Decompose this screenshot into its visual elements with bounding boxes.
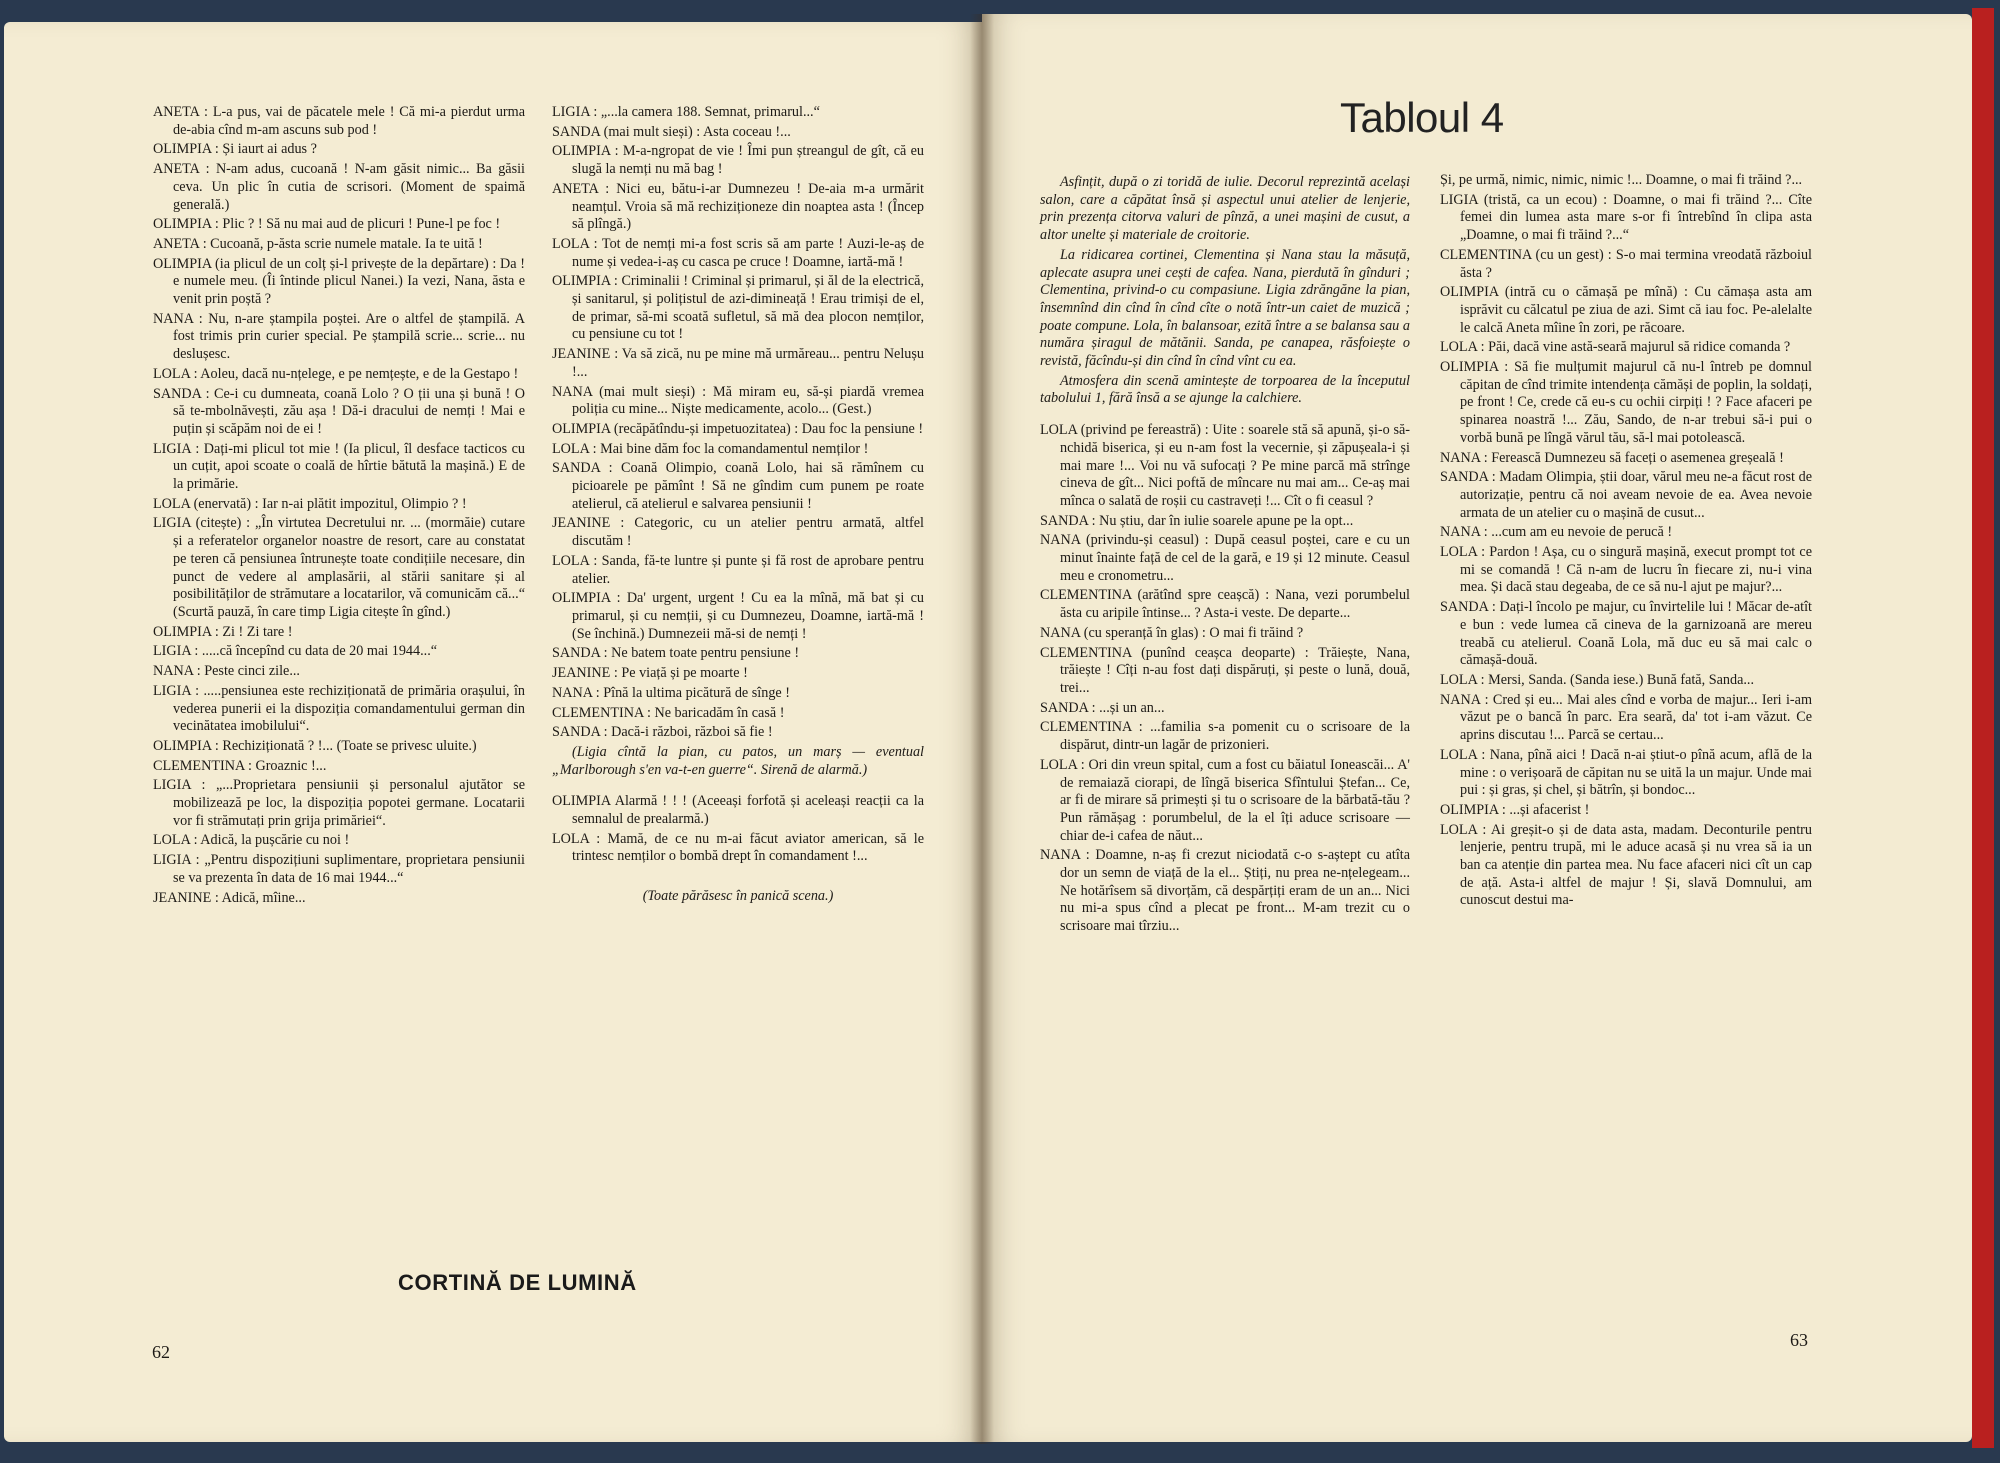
dialogue-line: NANA : Nu, n-are ștampila poștei. Are o altfel de ștampilă. A fost trimis prin curier special. Pe ștampilă scrie... scrie... nu deslușesc. xyxy=(153,310,525,363)
dialogue-line: ANETA : Nici eu, bătu-i-ar Dumnezeu ! De-aia m-a urmărit neamțul. Vroia să mă rechiziționeze din noaptea asta ! (Încep să plîngă.) xyxy=(552,180,924,233)
dialogue-line: LIGIA (citește) : „În virtutea Decretului nr. ... (mormăie) cutare și a referatelor organelor noastre de resort, care au constatat pe teren că pensiunea întrunește toate condițiile necesare, din punct de vedere al amplasării, al stării sanitare și al posibilităților de strămutare a locatarilor, vă comunicăm că...“ (Scurtă pauză, în care timp Ligia citește în gînd.) xyxy=(153,515,525,620)
dialogue-line: Și, pe urmă, nimic, nimic, nimic !... Doamne, o mai fi trăind ?... xyxy=(1440,172,1803,188)
dialogue-line: OLIMPIA (intră cu o cămașă pe mînă) : Cu cămașa asta am isprăvit cu călcatul pe ziua de azi. Simt că iau foc. Pe-alelalte le calcă Aneta mîine în zori, pe răcoare. xyxy=(1440,284,1812,336)
curtain-heading: CORTINĂ DE LUMINĂ xyxy=(398,1270,637,1295)
dialogue-line: NANA (mai mult sieși) : Mă miram eu, să-și piardă vremea poliția cu mine... Niște medicamente, acolo... (Gest.) xyxy=(552,383,924,418)
page-number-left: 62 xyxy=(152,1342,170,1362)
dialogue-line: OLIMPIA : Să fie mulțumit majurul că nu-l întreb pe domnul căpitan de cînd trimite intendența cămăși de poplin, la soldați, pe front ! Ce, crede că eu-s cu ochii cirpiți ! ? Face afaceri pe spinarea noastră !... Zău, Sando, de n-ar trebui să-i pui o vorbă bună pe lîngă vărul tău, să-l mai potolească. xyxy=(1440,359,1812,446)
dialogue-line: CLEMENTINA (punînd ceașca deoparte) : Trăiește, Nana, trăiește ! Cîți n-au fost dați dispăruți, și peste o lună, două, trei... xyxy=(1040,644,1410,696)
dialogue-line: LIGIA : Dați-mi plicul tot mie ! (Ia plicul, îl desface tacticos cu un cuțit, apoi scoate o coală de hîrtie bătută la mașină.) E de la primărie. xyxy=(153,440,525,493)
dialogue-line: CLEMENTINA (cu un gest) : S-o mai termina vreodată războiul ăsta ? xyxy=(1440,246,1812,281)
right-page-column-2 xyxy=(1440,172,1812,912)
dialogue-line: ANETA : L-a pus, vai de păcatele mele ! Că mi-a pierdut urma de-abia cînd m-am ascuns sub pod ! xyxy=(153,104,525,138)
dialogue-line: OLIMPIA : Plic ? ! Să nu mai aud de plicuri ! Pune-l pe foc ! xyxy=(153,216,501,233)
dialogue-line: LOLA (enervată) : Iar n-ai plătit impozitul, Olimpio ? ! xyxy=(153,495,467,512)
dialogue-line: SANDA : Nu știu, dar în iulie soarele apune pe la opt... xyxy=(1040,512,1354,529)
dialogue-line: LOLA : Tot de nemți mi-a fost scris să am parte ! Auzi-le-aș de nume și vedea-i-aș cu casca pe cruce ! Doamne, iartă-mă ! xyxy=(552,235,924,270)
dialogue-line: NANA : Cred și eu... Mai ales cînd e vorba de majur... Ieri i-am văzut pe o bancă în parc. Era seară, da' tot i-am văzut. Ce aprins discutau !... Parcă se certau... xyxy=(1440,691,1812,744)
dialogue-line: CLEMENTINA : Ne baricadăm în casă ! xyxy=(552,704,785,721)
dialogue-line: NANA (privindu-și ceasul) : După ceasul poștei, care e cu un minut înainte față de cel de la gară, e 19 și 12 minute. Ceasul meu e cronometru... xyxy=(1040,532,1410,584)
dialogue-line: NANA (cu speranță în glas) : O mai fi trăind ? xyxy=(1040,624,1304,641)
dialogue-line: JEANINE : Categoric, cu un atelier pentru armată, altfel discutăm ! xyxy=(552,515,924,550)
dialogue-line: LOLA : Păi, dacă vine astă-seară majurul să ridice comanda ? xyxy=(1440,339,1791,356)
dialogue-line: LOLA : Sanda, fă-te luntre și punte și fă rost de aprobare pentru atelier. xyxy=(552,552,924,587)
dialogue-line: LOLA : Mersi, Sanda. (Sanda iese.) Bună fată, Sanda... xyxy=(1440,671,1755,688)
dialogue-line: LOLA : Pardon ! Așa, cu o singură mașină, execut prompt tot ce mi se comandă ! Că n-am de lucru în fiecare zi, nu-i vina mea. Și dacă stau degeaba, de ce să nu-l ajut pe majur?... xyxy=(1440,544,1812,596)
dialogue-line: NANA : Doamne, n-aș fi crezut niciodată c-o s-aștept cu atîta dor un semn de viață de la el... Știți, nu prea ne-nțelegeam... Ne hotărîsem să divorțăm, că despărțiți eram de un an... Nici nu mi-a spus cînd a plecat pe front... M-am trezit cu o scrisoare mai tîrziu... xyxy=(1040,847,1410,935)
dialogue-line: LOLA : Ai greșit-o și de data asta, madam. Deconturile pentru lenjerie, pentru trupă, mi le aduce acasă și nu vrea să ia un ban ca atenție din partea mea. Nu face afaceri nici cît un cap de ață. Asta-i altfel de majur ! Și, slavă Domnului, am cunoscut destui ma- xyxy=(1440,821,1812,909)
dialogue-line: LOLA : Ori din vreun spital, cum a fost cu băiatul Ioneascăi... A' de remaiază ciorapi, de lîngă biserica Sfîntului Ștefan... Ce, ar fi de mirare să primești și tu o scrisoare de la bărbată-tău ? Pun rămășag : porumbelul, de la el îți aduce scrisoare — chiar de-i cafea de năut... xyxy=(1040,756,1410,844)
stage-direction: Atmosfera din scenă amintește de torpoarea de la începutul tabolului 1, fără însă a se ajunge la calchiere. xyxy=(1040,372,1410,407)
dialogue-line: OLIMPIA (recăpătîndu-și impetuozitatea) : Dau foc la pensiune ! xyxy=(552,420,924,437)
stage-direction: (Ligia cîntă la pian, cu patos, un marș — eventual „Marlborough s'en va-t-en guerre“. Sirenă de alarmă.) xyxy=(552,743,924,778)
red-cover-edge xyxy=(1972,8,1994,1448)
stage-direction: (Toate părăsesc în panică scena.) xyxy=(642,888,834,905)
dialogue-line: LOLA : Mamă, de ce nu m-ai făcut aviator american, să le trintesc nemților o bombă drept în comandament !... xyxy=(552,830,924,865)
dialogue-line: ANETA : Cucoană, p-ăsta scrie numele matale. Ia te uită ! xyxy=(153,235,483,252)
page-number-right: 63 xyxy=(1790,1330,1808,1350)
dialogue-line: OLIMPIA (ia plicul de un colț și-l privește de la depărtare) : Da ! e numele meu. (Îi întinde plicul Nanei.) Ia vezi, Nana, ăsta e venit prin poștă ? xyxy=(153,255,525,308)
dialogue-line: OLIMPIA : ...și afacerist ! xyxy=(1440,801,1590,818)
dialogue-line: LOLA : Adică, la pușcărie cu noi ! xyxy=(153,832,350,849)
dialogue-line: SANDA : Madam Olimpia, știi doar, vărul meu ne-a făcut rost de autorizație, pentru că noi aveam nevoie de ea. Avea nevoie armata de un atelier cu o mașină de cusut... xyxy=(1440,469,1812,521)
dialogue-line: CLEMENTINA : Groaznic !... xyxy=(153,757,327,774)
right-page-column-1 xyxy=(1040,172,1410,938)
page-title: Tabloul 4 xyxy=(1340,94,1504,141)
dialogue-line: SANDA : Ne batem toate pentru pensiune ! xyxy=(552,645,800,662)
dialogue-line: ANETA : N-am adus, cucoană ! N-am găsit nimic... Ba găsii ceva. Un plic în cutia de scrisori. (Moment de spaimă generală.) xyxy=(153,161,525,213)
dialogue-line: LOLA : Aoleu, dacă nu-nțelege, e pe nemțește, e de la Gestapo ! xyxy=(153,365,519,382)
dialogue-line: CLEMENTINA (arătînd spre ceașcă) : Nana, vezi porumbelul ăsta cu aripile întinse... ? Asta-i veste. De departe... xyxy=(1040,587,1410,622)
dialogue-line: LIGIA : „...la camera 188. Semnat, primarul...“ xyxy=(552,104,820,120)
dialogue-line: OLIMPIA : M-a-ngropat de vie ! Îmi pun ștreangul de gît, că eu slugă la nemți nu mă bag ! xyxy=(552,143,924,178)
dialogue-line: LOLA : Nana, pînă aici ! Dacă n-ai știut-o pînă acum, află de la mine : o verișoară de căpitan nu se uită la un majur. Unde mai pui : și gras, și chel, și bătrîn, și bondoc... xyxy=(1440,746,1812,799)
dialogue-line: LIGIA : „Pentru dispozițiuni suplimentare, proprietara pensiunii se va prezenta în data de 16 mai 1944...“ xyxy=(153,852,525,886)
dialogue-line: SANDA : ...și un an... xyxy=(1040,699,1165,716)
dialogue-line: LOLA (privind pe fereastră) : Uite : soarele stă să apună, și-o să-nchidă biserica, și eu n-am fost la vecernie, și zăpușeala-i și mai mare !... Voi nu vă sufocați ? Pe mine parcă mă strînge cineva de gît... Nici poftă de mîncare nu mai am... Ce-aș mai mînca o salată de roșii cu castraveți !... Cît o fi ceasul ? xyxy=(1040,422,1410,509)
dialogue-line: NANA : Pînă la ultima picătură de sînge ! xyxy=(552,684,790,701)
left-page-column-1 xyxy=(153,104,525,909)
dialogue-line: SANDA : Dacă-i război, război să fie ! xyxy=(552,724,773,741)
dialogue-line: LIGIA : .....că începînd cu data de 20 mai 1944...“ xyxy=(153,643,438,660)
dialogue-line: SANDA : Ce-i cu dumneata, coană Lolo ? O ții una și bună ! O să te-mbolnăvești, zău așa ! Dă-i dracului de nemți ! Mai e puțin și scăpăm noi de ei ! xyxy=(153,385,525,437)
dialogue-line: OLIMPIA : Da' urgent, urgent ! Cu ea la mînă, mă bat și cu primarul, și cu nemții, și cu Dumnezeu, Doamne, iartă-mă ! (Se închină.) Dumnezeii mă-si de nemți ! xyxy=(552,590,924,642)
dialogue-line: CLEMENTINA : ...familia s-a pomenit cu o scrisoare de la dispărut, dintr-un lagăr de prizonieri. xyxy=(1040,719,1410,754)
dialogue-line: LIGIA : „...Proprietara pensiunii și personalul ajutător se mobilizează pe loc, la dispoziția popotei germane. Locatarii vor fi strămutați prin grija primăriei“. xyxy=(153,777,525,829)
dialogue-line: OLIMPIA : Criminalii ! Criminal și primarul, și ăl de la electrică, și sanitarul, și polițistul de azi-dimineață ! Erau trimiși de el, de primar, să-mi scoată sufletul, să mă dea plocon nemților, cu pensiune cu tot ! xyxy=(552,273,924,343)
dialogue-line: NANA : Ferească Dumnezeu să faceți o asemenea greșeală ! xyxy=(1440,449,1784,466)
stage-direction: Asfințit, după o zi toridă de iulie. Decorul reprezintă același salon, care a căpătat însă și aspectul unui atelier de lenjerie, prin prezența citorva valuri de pînză, a unei mașini de cusut, a altor unelte și materiale de croitorie. xyxy=(1040,174,1410,244)
dialogue-line: OLIMPIA : Zi ! Zi tare ! xyxy=(153,623,293,640)
left-page-column-2 xyxy=(552,104,924,908)
dialogue-line: SANDA (mai mult sieși) : Asta coceau !... xyxy=(552,123,791,140)
dialogue-line: OLIMPIA : Rechiziționată ? !... (Toate se privesc uluite.) xyxy=(153,737,477,754)
dialogue-line: LOLA : Mai bine dăm foc la comandamentul nemților ! xyxy=(552,440,869,457)
dialogue-line: NANA : ...cum am eu nevoie de perucă ! xyxy=(1440,524,1673,541)
dialogue-line: OLIMPIA Alarmă ! ! ! (Aceeași forfotă și aceleași reacții ca la semnalul de prealarmă.) xyxy=(552,793,924,828)
dialogue-line: NANA : Peste cinci zile... xyxy=(153,663,300,680)
dialogue-line: JEANINE : Va să zică, nu pe mine mă urmăreau... pentru Nelușu !... xyxy=(552,346,924,380)
dialogue-line: JEANINE : Pe viață și pe moarte ! xyxy=(552,665,748,682)
dialogue-line: LIGIA (tristă, ca un ecou) : Doamne, o mai fi trăind ?... Cîte femei din lumea asta mare s-or fi întrebînd în clipa asta „Doamne, o mai fi trăind ?...“ xyxy=(1440,191,1812,244)
dialogue-line: OLIMPIA : Și iaurt ai adus ? xyxy=(153,141,317,158)
dialogue-line: SANDA : Dați-l încolo pe majur, cu învirtelile lui ! Măcar de-atît e bun : vede lumea că cineva de la garnizoană are mereu treabă cu atelierul. Coană Lola, mă duc eu să mai calc o cămașă-două. xyxy=(1440,599,1812,669)
dialogue-line: SANDA : Coană Olimpio, coană Lolo, hai să rămînem cu picioarele pe pămînt ! Să ne gîndim cum punem pe roate atelierul, că atelierul e salvarea pensiunii ! xyxy=(552,460,924,512)
dialogue-line: JEANINE : Adică, mîine... xyxy=(153,889,306,906)
stage-direction: La ridicarea cortinei, Clementina și Nana stau la măsuță, aplecate asupra unei cești de cafea. Nana, pierdută în gînduri ; Clementina, privind-o cu compasiune. Ligia zdrăngăne la pian, însemnînd din cînd în cînd cîte o notă într-un caiet de muzică ; poate compune. Lola, în balansoar, ezită între a se balansa sau a număra șiragul de mătănii. Sanda, pe canapea, răsfoiește o revistă, făcîndu-și din cînd în cînd vînt cu ea. xyxy=(1040,246,1410,370)
book-spine xyxy=(970,14,994,1444)
dialogue-line: LIGIA : .....pensiunea este rechiziționată de primăria orașului, în vederea punerii ei la dispoziția comandamentului german din vecinătatea imobilului“. xyxy=(153,682,525,735)
